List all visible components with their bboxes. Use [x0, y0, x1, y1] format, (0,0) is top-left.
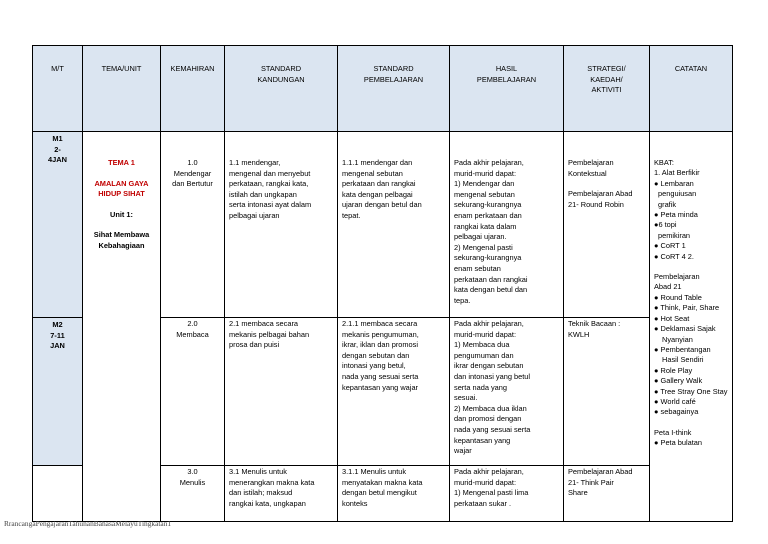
hp-2: Pada akhir pelajaran, murid-murid dapat: 1) Membaca dua pengumuman dan ikrar dengan sebutan dan intonasi yang betul serta nada yang sesuai. 2) Membaca dua iklan dan promosi dengan nada yang sesuai serta kepantasan yang wajar	[450, 318, 564, 466]
header-hasil-pembelajaran: HASIL PEMBELAJARAN	[450, 46, 564, 132]
sk-2: 2.1 membaca secara mekanis pelbagai bahan prosa dan puisi	[225, 318, 338, 466]
header-catatan: CATATAN	[650, 46, 733, 132]
week-cell-2: M2 7-11 JAN	[33, 318, 83, 466]
strategi-3: Pembelajaran Abad 21- Think Pair Share	[564, 466, 650, 522]
sk-3: 3.1 Menulis untuk menerangkan makna kata dan istilah; maksud rangkai kata, ungkapan	[225, 466, 338, 522]
sk-1: 1.1 mendengar, mengenal dan menyebut perkataan, rangkai kata, istilah dan ungkapan serta intonasi ayat dalam pelbagai ujaran	[225, 132, 338, 318]
theme-cell: TEMA 1 AMALAN GAYA HIDUP SIHAT Unit 1: Sihat Membawa Kebahagiaan	[83, 132, 161, 522]
header-mt: M/T	[33, 46, 83, 132]
header-kemahiran: KEMAHIRAN	[161, 46, 225, 132]
header-standard-pembelajaran: STANDARD PEMBELAJARAN	[338, 46, 450, 132]
week-cell-1: M1 2- 4JAN	[33, 132, 83, 318]
strategi-1: Pembelajaran Kontekstual Pembelajaran Abad 21- Round Robin	[564, 132, 650, 318]
sp-3: 3.1.1 Menulis untuk menyatakan makna kata dengan betul mengikut konteks	[338, 466, 450, 522]
page-footer: RrancangaPengajaranTahunanBahasaMelayuTingkatan1	[4, 519, 172, 528]
unit-name: Sihat Membawa	[93, 230, 150, 240]
strategi-2: Teknik Bacaan : KWLH	[564, 318, 650, 466]
table-row	[33, 132, 733, 318]
tema-name: AMALAN GAYA	[94, 178, 149, 188]
hp-3: Pada akhir pelajaran, murid-murid dapat: 1) Mengenal pasti lima perkataan sukar .	[450, 466, 564, 522]
catatan-cell: KBAT: 1. Alat Berfikir ● Lembaran penguiusan grafik ● Peta minda ●6 topi pemikiran ● CoRT 1 ● CoRT 4 2. Pembelajaran Abad 21 ● Round Table ● Think, Pair, Share ● Hot Seat ● Deklamasi Sajak Nyanyian ● Pembentangan Hasil Sendiri ● Role Play ● Gallery Walk ● Tree Stray One Stay ● World café ● sebagainya Peta I-think ● Peta bulatan	[650, 132, 733, 522]
header-strategi: STRATEGI/ KAEDAH/ AKTIVITI	[564, 46, 650, 132]
week-cell-3	[33, 466, 83, 522]
header-row	[33, 46, 733, 132]
sp-1: 1.1.1 mendengar dan mengenal sebutan perkataan dan rangkai kata dengan pelbagai ujaran dengan betul dan tepat.	[338, 132, 450, 318]
tema-label: TEMA 1	[108, 158, 135, 167]
unit-label: Unit 1:	[110, 209, 133, 219]
sp-2: 2.1.1 membaca secara mekanis pengumuman, ikrar, iklan dan promosi dengan sebutan dan intonasi yang betul, nada yang sesuai serta kepantasan yang wajar	[338, 318, 450, 466]
kemahiran-1: 1.0 Mendengar dan Bertutur	[161, 132, 225, 318]
kemahiran-2: 2.0 Membaca	[161, 318, 225, 466]
header-standard-kandungan: STANDARD KANDUNGAN	[225, 46, 338, 132]
lesson-plan-table	[32, 45, 733, 522]
hp-1: Pada akhir pelajaran, murid-murid dapat: 1) Mendengar dan mengenal sebutan sekurang-kurangnya enam perkataan dan rangkai kata dalam pelbagai ujaran. 2) Mengenal pasti sekurang-kurangnya enam sebutan perkataan dan rangkai kata dengan betul dan tepa.	[450, 132, 564, 318]
header-tema-unit: TEMA/UNIT	[83, 46, 161, 132]
kemahiran-3: 3.0 Menulis	[161, 466, 225, 522]
